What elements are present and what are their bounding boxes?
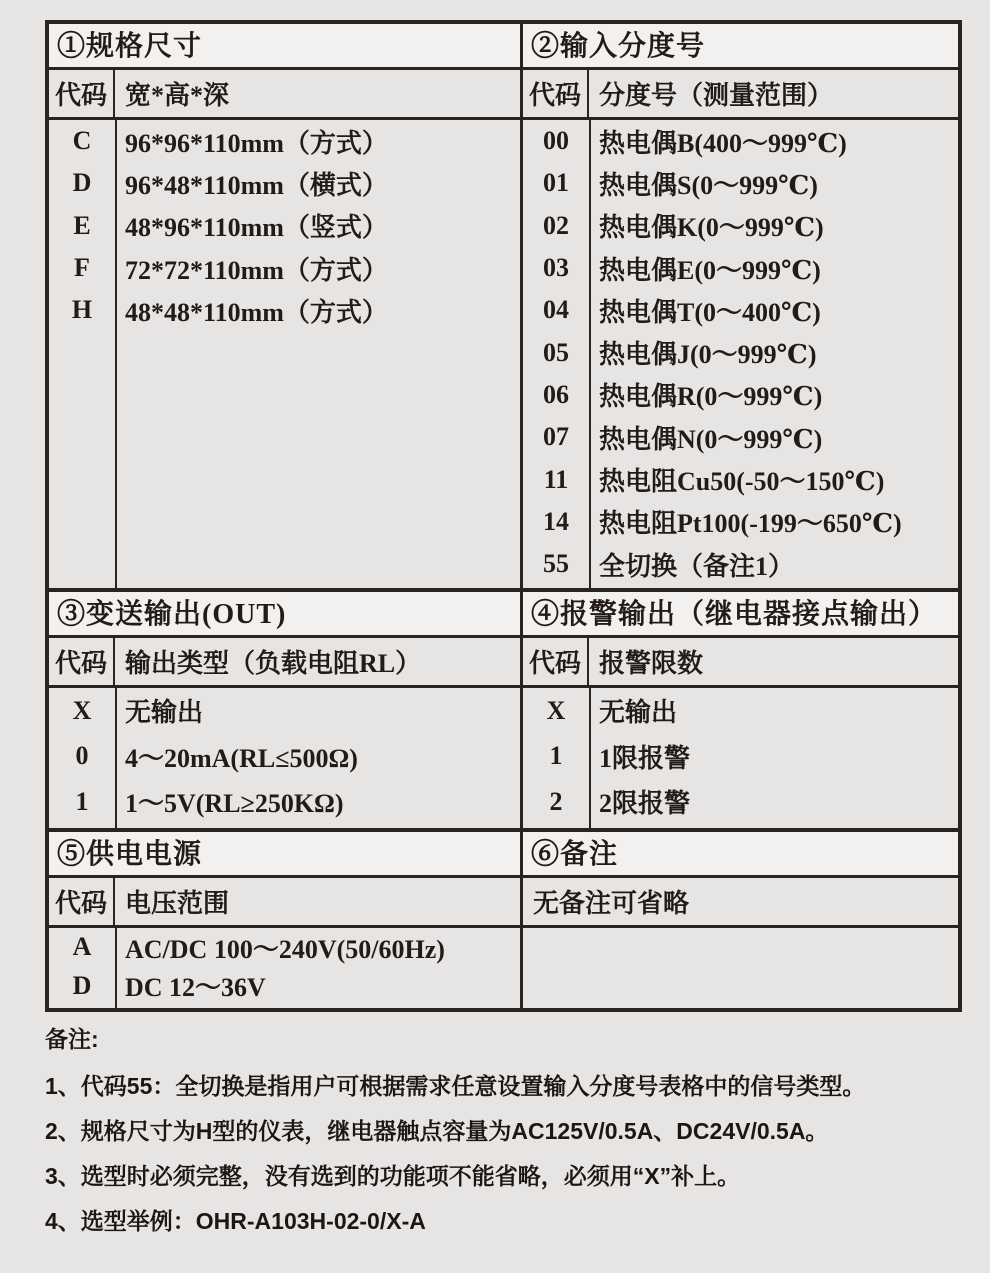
code-cell: 14	[543, 506, 569, 536]
band-1	[49, 24, 958, 592]
value-column-header: 电压范围	[125, 889, 230, 918]
footnotes-list	[45, 1071, 965, 1236]
section-spec-size-rows	[49, 120, 520, 588]
section-remark-title: ⑥备注	[523, 832, 958, 878]
value-cell: 热电偶T(0～400℃)	[599, 297, 821, 327]
section-power-supply	[49, 832, 523, 1008]
model-selection-table	[45, 20, 962, 1012]
code-column-header: 代码	[49, 70, 115, 117]
footnote-item: 1、代码55：全切换是指用户可根据需求任意设置输入分度号表格中的信号类型。	[45, 1073, 866, 1099]
value-column-header: 输出类型（负载电阻RL）	[125, 649, 422, 678]
footnote-item: 3、选型时必须完整，没有选到的功能项不能省略，必须用“X”补上。	[45, 1163, 741, 1189]
value-cell: 热电阻Pt100(-199～650℃)	[599, 509, 902, 539]
value-column-header: 分度号（测量范围）	[599, 81, 834, 110]
section-transmit-output-rows	[49, 688, 520, 828]
section-input-index-rows	[523, 120, 958, 588]
code-cell: 07	[543, 422, 569, 452]
value-cell: 无输出	[599, 698, 678, 728]
section-alarm-output-header	[523, 638, 958, 688]
code-cell: 05	[543, 337, 569, 367]
code-cell: 0	[75, 741, 89, 771]
section-input-index-header	[523, 70, 958, 120]
code-cell: 02	[543, 210, 569, 240]
footnotes	[45, 1024, 965, 1251]
value-column-header: 报警限数	[599, 649, 704, 678]
value-cell: 96*96*110mm（方式）	[125, 128, 388, 158]
section-transmit-output-title: ③变送输出(OUT)	[49, 592, 520, 638]
value-cell: 48*96*110mm（竖式）	[125, 213, 388, 243]
value-cell: AC/DC 100～240V(50/60Hz)	[125, 934, 445, 964]
section-spec-size-title: ①规格尺寸	[49, 24, 520, 70]
value-cell: 热电偶S(0～999℃)	[599, 170, 818, 200]
code-column-header: 代码	[523, 638, 589, 685]
code-cell: X	[72, 695, 92, 725]
code-column-header: 代码	[523, 70, 589, 117]
code-cell: 1	[75, 786, 89, 816]
value-cell: 热电阻Cu50(-50～150℃)	[599, 467, 885, 497]
value-cell: 全切换（备注1）	[599, 551, 795, 581]
value-cell: 热电偶J(0～999℃)	[599, 340, 817, 370]
code-cell: 11	[543, 464, 569, 494]
section-alarm-output	[523, 592, 958, 828]
code-cell: E	[73, 210, 91, 240]
section-transmit-output-header	[49, 638, 520, 688]
footnote-item: 2、规格尺寸为H型的仪表，继电器触点容量为AC125V/0.5A、DC24V/0.5A。	[45, 1118, 829, 1144]
footnote-item: 4、选型举例：OHR-A103H-02-0/X-A	[45, 1208, 426, 1234]
value-cell: 热电偶R(0～999℃)	[599, 382, 823, 412]
code-cell: 06	[543, 379, 569, 409]
value-cell: DC 12～36V	[125, 973, 266, 1003]
value-cell: 热电偶E(0～999℃)	[599, 255, 821, 285]
value-cell: 1限报警	[599, 743, 691, 773]
section-input-index	[523, 24, 958, 588]
section-power-supply-header	[49, 878, 520, 928]
value-cell: 2限报警	[599, 789, 691, 819]
code-cell: C	[72, 126, 92, 156]
code-cell: 00	[543, 126, 569, 156]
code-cell: A	[72, 932, 92, 962]
band-3	[49, 832, 958, 1008]
value-cell: 4～20mA(RL≤500Ω)	[125, 743, 358, 773]
code-cell: D	[72, 970, 92, 1000]
band-2	[49, 592, 958, 832]
value-cell: 72*72*110mm（方式）	[125, 255, 388, 285]
code-cell: 2	[549, 786, 563, 816]
section-input-index-title: ②输入分度号	[523, 24, 958, 70]
section-power-supply-title: ⑤供电电源	[49, 832, 520, 878]
value-cell: 热电偶B(400～999℃)	[599, 128, 847, 158]
value-cell: 热电偶N(0～999℃)	[599, 424, 823, 454]
code-cell: 1	[549, 741, 563, 771]
section-alarm-output-rows	[523, 688, 958, 828]
code-cell: D	[72, 168, 92, 198]
code-column-header: 代码	[49, 638, 115, 685]
code-cell: 03	[543, 253, 569, 283]
section-transmit-output	[49, 592, 523, 828]
section-alarm-output-title: ④报警输出（继电器接点输出）	[523, 592, 958, 638]
section-power-supply-rows	[49, 928, 520, 1008]
code-cell: 04	[543, 295, 569, 325]
section-spec-size	[49, 24, 523, 588]
section-remark	[523, 832, 958, 1008]
value-cell: 48*48*110mm（方式）	[125, 297, 388, 327]
remark-row: 无备注可省略	[523, 878, 958, 928]
code-column-header: 代码	[49, 878, 115, 925]
code-cell: 55	[543, 549, 569, 579]
empty-cell	[523, 928, 958, 1008]
value-cell: 热电偶K(0～999℃)	[599, 213, 824, 243]
code-cell: 01	[543, 168, 569, 198]
value-cell: 96*48*110mm（横式）	[125, 170, 388, 200]
value-cell: 1～5V(RL≥250KΩ)	[125, 789, 344, 819]
code-cell: H	[71, 295, 93, 325]
footnotes-heading: 备注:	[45, 1026, 99, 1052]
section-spec-size-header	[49, 70, 520, 120]
value-column-header: 宽*高*深	[125, 81, 230, 110]
code-cell: X	[546, 695, 566, 725]
code-cell: F	[74, 253, 90, 283]
value-cell: 无输出	[125, 698, 204, 728]
